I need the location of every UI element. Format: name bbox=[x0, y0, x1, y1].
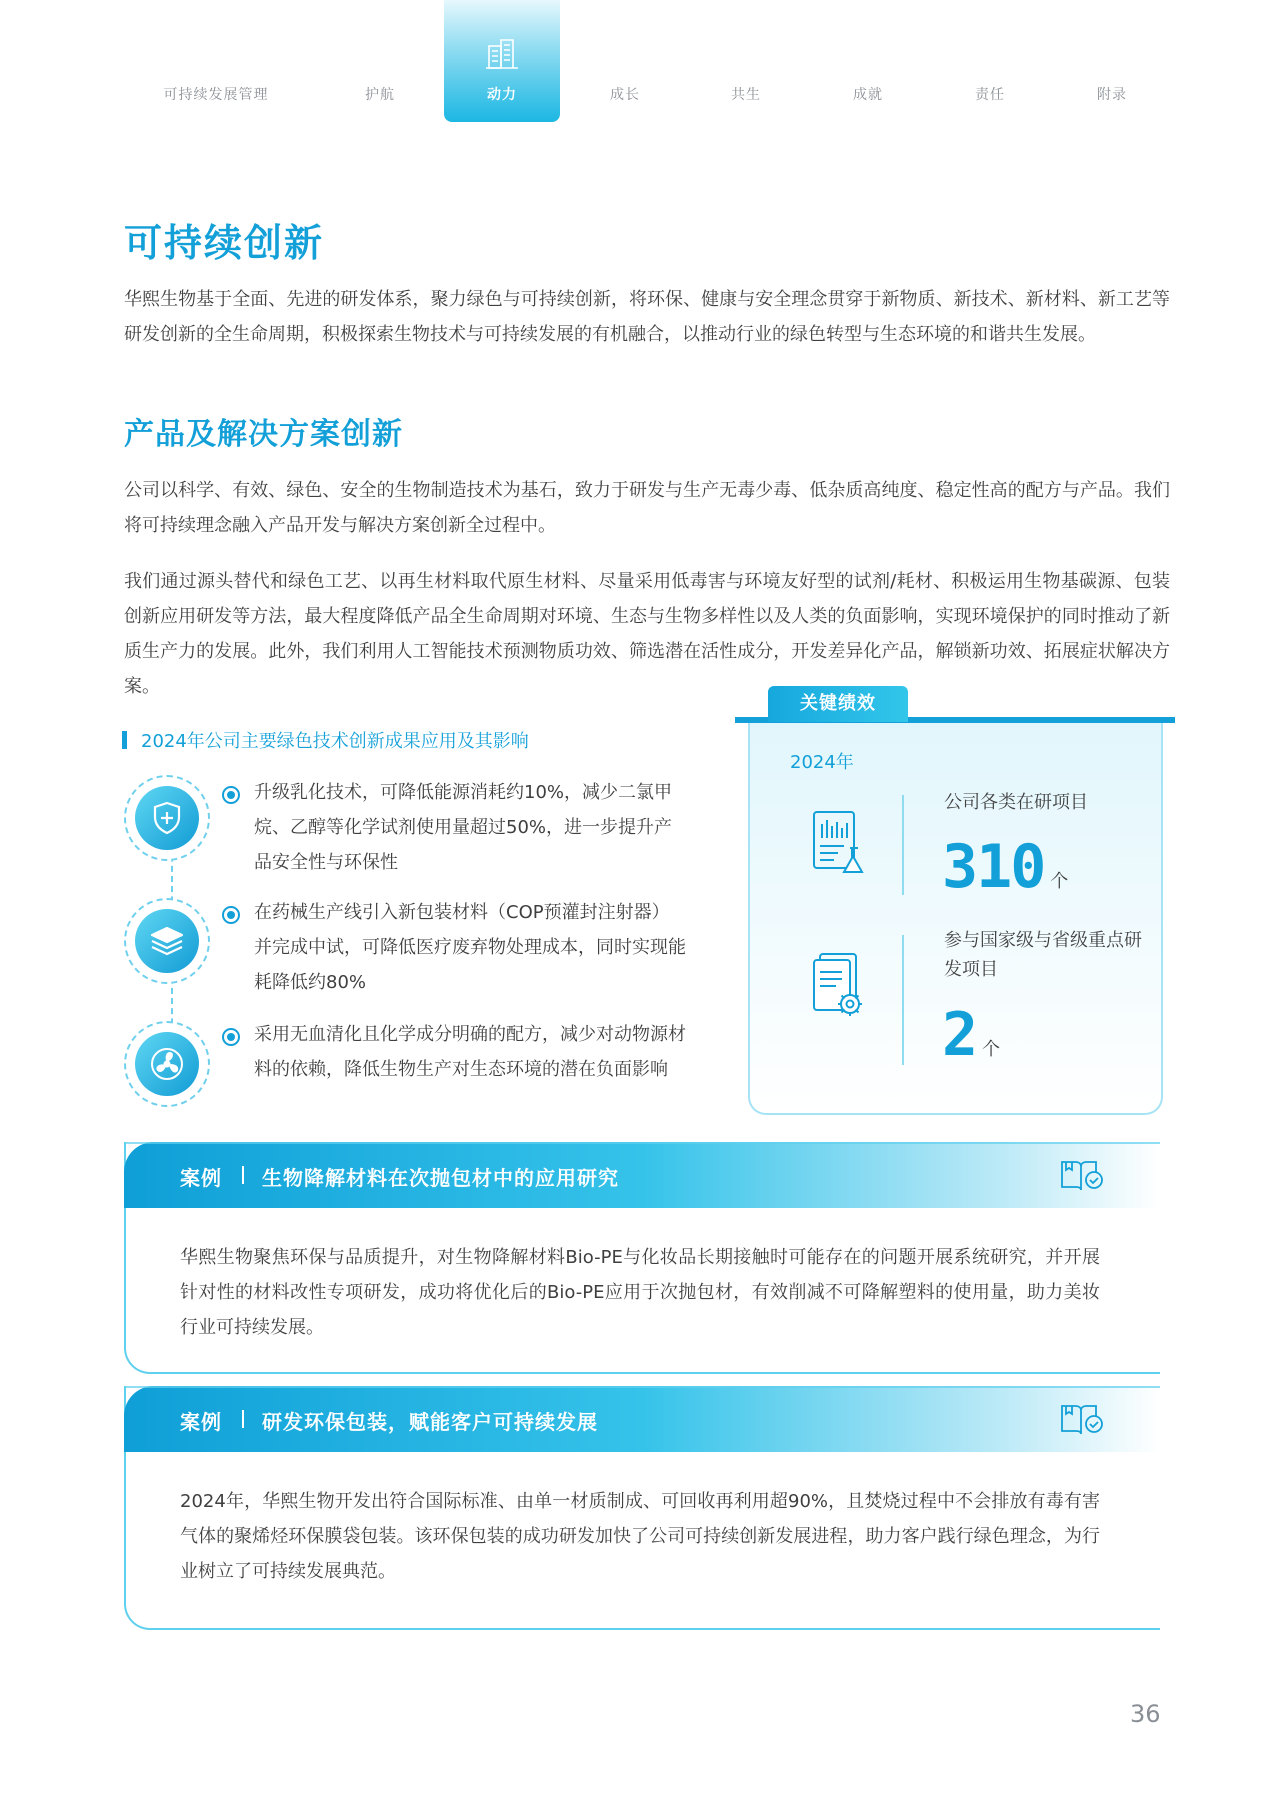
case-header bbox=[124, 1142, 1160, 1208]
nav-item-momentum[interactable] bbox=[444, 0, 560, 122]
section-intro: 华熙生物基于全面、先进的研发体系，聚力绿色与可持续创新，将环保、健康与安全理念贯穿于新物质、新技术、新材料、新工艺等研发创新的全生命周期，积极探索生物技术与可持续发展的有机融合，以推动行业的绿色转型与生态环境的和谐共生发展。 bbox=[124, 289, 1170, 345]
nav-item-label: 动力 bbox=[487, 87, 517, 103]
tech-list-heading bbox=[122, 727, 529, 753]
tech-item-icon-3 bbox=[124, 1021, 210, 1107]
page-number: 36 bbox=[1130, 1700, 1161, 1728]
layers-icon bbox=[148, 922, 186, 960]
kpi-number-1: 310 bbox=[942, 832, 1045, 902]
tech-list-heading-text: 2024年公司主要绿色技术创新成果应用及其影响 bbox=[141, 731, 529, 752]
case-title: 生物降解材料在次抛包材中的应用研究 bbox=[262, 1166, 619, 1190]
case-tag: 案例 bbox=[180, 1410, 222, 1434]
tech-item-icon-1 bbox=[124, 775, 210, 861]
fan-icon bbox=[148, 1045, 186, 1083]
nav-item-achievement[interactable]: 成就 bbox=[853, 87, 883, 103]
case-separator bbox=[242, 1166, 244, 1184]
kpi-unit-2: 个 bbox=[982, 1039, 1001, 1060]
bullet-2 bbox=[222, 906, 240, 924]
case-header bbox=[124, 1386, 1160, 1452]
kpi-divider-1 bbox=[902, 795, 904, 895]
tech-item-icon-2 bbox=[124, 898, 210, 984]
book-check-icon bbox=[1060, 1402, 1104, 1436]
kpi-unit-1: 个 bbox=[1050, 871, 1069, 892]
kpi-number-2: 2 bbox=[942, 1000, 977, 1070]
nav-item-growth[interactable]: 成长 bbox=[610, 87, 640, 103]
case-body: 2024年，华熙生物开发出符合国际标准、由单一材质制成、可回收再利用超90%，且焚烧过程中不会排放有毒有害气体的聚烯烃环保膜袋包装。该环保包装的成功研发加快了公司可持续创新发展进程，助力客户践行绿色理念，为行业树立了可持续发展典范。 bbox=[180, 1491, 1100, 1582]
nav-item-escort[interactable]: 护航 bbox=[365, 87, 395, 103]
kpi-tab: 关键绩效 bbox=[768, 686, 908, 722]
tech-item-text-2: 在药械生产线引入新包装材料（COP预灌封注射器）并完成中试，可降低医疗废弃物处理成本，同时实现能耗降低约80% bbox=[254, 902, 686, 993]
subsection-para-2: 我们通过源头替代和绿色工艺、以再生材料取代原生材料、尽量采用低毒害与环境友好型的试剂/耗材、积极运用生物基碳源、包装创新应用研发等方法，最大程度降低产品全生命周期对环境、生态与生物多样性以及人类的负面影响，实现环境保护的同时推动了新质生产力的发展。此外，我们利用人工智能技术预测物质功效、筛选潜在活性成分，开发差异化产品，解锁新功效、拓展症状解决方案。 bbox=[124, 571, 1170, 697]
kpi-label-1: 公司各类在研项目 bbox=[944, 792, 1088, 813]
kpi-year: 2024年 bbox=[790, 752, 854, 773]
case-title: 研发环保包装，赋能客户可持续发展 bbox=[262, 1410, 598, 1434]
building-icon bbox=[484, 36, 520, 72]
kpi-label-2: 参与国家级与省级重点研发项目 bbox=[944, 930, 1142, 980]
case-box-1 bbox=[124, 1142, 1160, 1374]
shield-plus-icon bbox=[148, 799, 186, 837]
book-check-icon bbox=[1060, 1158, 1104, 1192]
kpi-divider-2 bbox=[902, 935, 904, 1065]
tech-item-text-1: 升级乳化技术，可降低能源消耗约10%，减少二氯甲烷、乙醇等化学试剂使用量超过50%，进一步提升产品安全性与环保性 bbox=[254, 782, 673, 873]
top-nav bbox=[0, 0, 1280, 125]
bullet-3 bbox=[222, 1028, 240, 1046]
subsection-title: 产品及解决方案创新 bbox=[124, 417, 403, 452]
report-flask-icon bbox=[810, 808, 868, 880]
bullet-1 bbox=[222, 786, 240, 804]
case-tag: 案例 bbox=[180, 1166, 222, 1190]
subsection-para-1: 公司以科学、有效、绿色、安全的生物制造技术为基石，致力于研发与生产无毒少毒、低杂质高纯度、稳定性高的配方与产品。我们将可持续理念融入产品开发与解决方案创新全过程中。 bbox=[124, 480, 1170, 536]
kpi-value-1 bbox=[942, 832, 1068, 902]
case-separator bbox=[242, 1410, 244, 1428]
case-box-2 bbox=[124, 1386, 1160, 1630]
nav-item-symbiosis[interactable]: 共生 bbox=[731, 87, 761, 103]
heading-bar bbox=[122, 731, 127, 749]
nav-item-sustainability-management[interactable]: 可持续发展管理 bbox=[163, 87, 269, 103]
section-title: 可持续创新 bbox=[124, 221, 325, 265]
document-gear-icon bbox=[810, 952, 868, 1024]
nav-item-responsibility[interactable]: 责任 bbox=[975, 87, 1005, 103]
nav-item-appendix[interactable]: 附录 bbox=[1097, 87, 1127, 103]
kpi-value-2 bbox=[942, 1000, 1000, 1070]
case-body: 华熙生物聚焦环保与品质提升，对生物降解材料Bio-PE与化妆品长期接触时可能存在的问题开展系统研究，并开展针对性的材料改性专项研发，成功将优化后的Bio-PE应用于次抛包材，有效削减不可降解塑料的使用量，助力美妆行业可持续发展。 bbox=[180, 1247, 1100, 1338]
tech-item-text-3: 采用无血清化且化学成分明确的配方，减少对动物源材料的依赖，降低生物生产对生态环境的潜在负面影响 bbox=[254, 1024, 686, 1080]
